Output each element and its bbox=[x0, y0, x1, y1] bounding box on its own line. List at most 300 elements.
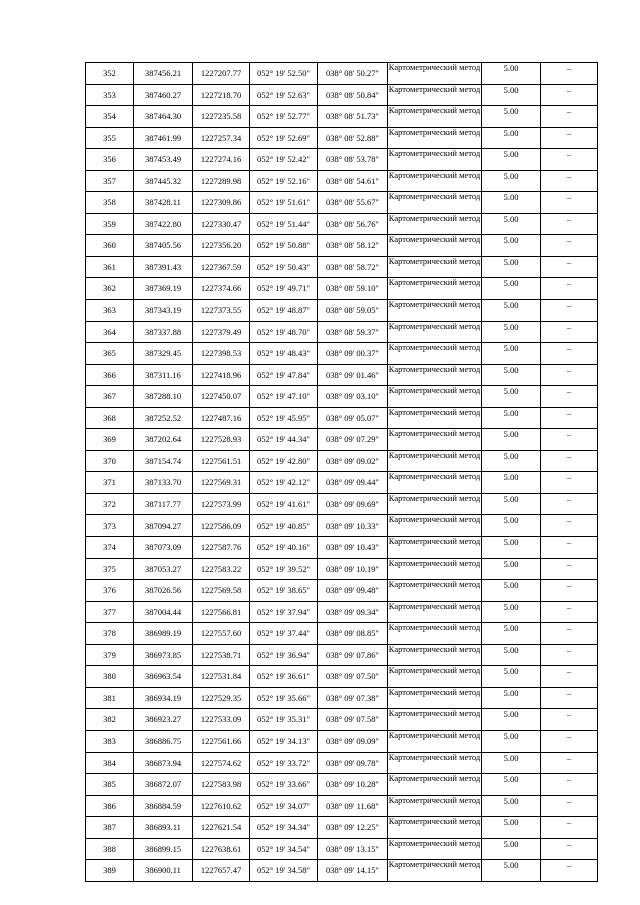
longitude-cell: 038° 09' 07.50" bbox=[318, 666, 388, 688]
table-row bbox=[86, 580, 598, 602]
method-cell: Картометрический метод bbox=[388, 623, 482, 645]
table-row bbox=[86, 493, 598, 515]
point-number-cell: 375 bbox=[86, 558, 134, 580]
longitude-cell: 038° 09' 07.29" bbox=[318, 429, 388, 451]
table-row bbox=[86, 558, 598, 580]
accuracy-cell: 5.00 bbox=[482, 429, 541, 451]
longitude-cell: 038° 08' 58.12" bbox=[318, 235, 388, 257]
x-coordinate-cell: 387329.45 bbox=[134, 343, 193, 365]
x-coordinate-cell: 386900.11 bbox=[134, 860, 193, 882]
note-cell: – bbox=[541, 321, 598, 343]
x-coordinate-cell: 386872.07 bbox=[134, 774, 193, 796]
point-number-cell: 381 bbox=[86, 687, 134, 709]
note-cell: – bbox=[541, 687, 598, 709]
note-cell: – bbox=[541, 644, 598, 666]
accuracy-cell: 5.00 bbox=[482, 537, 541, 559]
point-number-cell: 384 bbox=[86, 752, 134, 774]
accuracy-cell: 5.00 bbox=[482, 817, 541, 839]
x-coordinate-cell: 387311.16 bbox=[134, 364, 193, 386]
method-cell: Картометрический метод bbox=[388, 472, 482, 494]
longitude-cell: 038° 09' 01.46" bbox=[318, 364, 388, 386]
y-coordinate-cell: 1227218.70 bbox=[193, 84, 250, 106]
method-cell: Картометрический метод bbox=[388, 192, 482, 214]
accuracy-cell: 5.00 bbox=[482, 256, 541, 278]
accuracy-cell: 5.00 bbox=[482, 687, 541, 709]
y-coordinate-cell: 1227398.53 bbox=[193, 343, 250, 365]
longitude-cell: 038° 09' 09.34" bbox=[318, 601, 388, 623]
note-cell: – bbox=[541, 450, 598, 472]
note-cell: – bbox=[541, 386, 598, 408]
longitude-cell: 038° 08' 50.84" bbox=[318, 84, 388, 106]
x-coordinate-cell: 386893.11 bbox=[134, 817, 193, 839]
note-cell: – bbox=[541, 63, 598, 85]
point-number-cell: 356 bbox=[86, 149, 134, 171]
x-coordinate-cell: 386873.94 bbox=[134, 752, 193, 774]
accuracy-cell: 5.00 bbox=[482, 192, 541, 214]
method-cell: Картометрический метод bbox=[388, 515, 482, 537]
accuracy-cell: 5.00 bbox=[482, 774, 541, 796]
method-cell: Картометрический метод bbox=[388, 213, 482, 235]
note-cell: – bbox=[541, 493, 598, 515]
accuracy-cell: 5.00 bbox=[482, 343, 541, 365]
point-number-cell: 373 bbox=[86, 515, 134, 537]
table-row bbox=[86, 601, 598, 623]
note-cell: – bbox=[541, 580, 598, 602]
y-coordinate-cell: 1227573.99 bbox=[193, 493, 250, 515]
latitude-cell: 052° 19' 45.95" bbox=[250, 407, 318, 429]
table-row bbox=[86, 278, 598, 300]
method-cell: Картометрический метод bbox=[388, 558, 482, 580]
note-cell: – bbox=[541, 752, 598, 774]
latitude-cell: 052° 19' 35.66" bbox=[250, 687, 318, 709]
y-coordinate-cell: 1227574.62 bbox=[193, 752, 250, 774]
method-cell: Картометрический метод bbox=[388, 235, 482, 257]
method-cell: Картометрический метод bbox=[388, 149, 482, 171]
table-row bbox=[86, 666, 598, 688]
table-row bbox=[86, 300, 598, 322]
accuracy-cell: 5.00 bbox=[482, 472, 541, 494]
x-coordinate-cell: 387460.27 bbox=[134, 84, 193, 106]
longitude-cell: 038° 08' 54.61" bbox=[318, 170, 388, 192]
note-cell: – bbox=[541, 558, 598, 580]
x-coordinate-cell: 387461.99 bbox=[134, 127, 193, 149]
table-row bbox=[86, 213, 598, 235]
point-number-cell: 389 bbox=[86, 860, 134, 882]
table-row bbox=[86, 343, 598, 365]
point-number-cell: 362 bbox=[86, 278, 134, 300]
y-coordinate-cell: 1227569.58 bbox=[193, 580, 250, 602]
longitude-cell: 038° 08' 53.78" bbox=[318, 149, 388, 171]
longitude-cell: 038° 09' 10.33" bbox=[318, 515, 388, 537]
accuracy-cell: 5.00 bbox=[482, 235, 541, 257]
y-coordinate-cell: 1227418.96 bbox=[193, 364, 250, 386]
method-cell: Картометрический метод bbox=[388, 493, 482, 515]
x-coordinate-cell: 387369.19 bbox=[134, 278, 193, 300]
point-number-cell: 374 bbox=[86, 537, 134, 559]
y-coordinate-cell: 1227309.86 bbox=[193, 192, 250, 214]
x-coordinate-cell: 387391.43 bbox=[134, 256, 193, 278]
latitude-cell: 052° 19' 33.66" bbox=[250, 774, 318, 796]
coordinates-table bbox=[85, 62, 598, 882]
table-row bbox=[86, 84, 598, 106]
accuracy-cell: 5.00 bbox=[482, 860, 541, 882]
longitude-cell: 038° 09' 09.02" bbox=[318, 450, 388, 472]
point-number-cell: 371 bbox=[86, 472, 134, 494]
table-row bbox=[86, 170, 598, 192]
longitude-cell: 038° 09' 13.15" bbox=[318, 838, 388, 860]
note-cell: – bbox=[541, 838, 598, 860]
x-coordinate-cell: 387453.49 bbox=[134, 149, 193, 171]
x-coordinate-cell: 387252.52 bbox=[134, 407, 193, 429]
table-row bbox=[86, 515, 598, 537]
longitude-cell: 038° 09' 10.28" bbox=[318, 774, 388, 796]
longitude-cell: 038° 08' 56.76" bbox=[318, 213, 388, 235]
y-coordinate-cell: 1227583.98 bbox=[193, 774, 250, 796]
note-cell: – bbox=[541, 84, 598, 106]
accuracy-cell: 5.00 bbox=[482, 170, 541, 192]
latitude-cell: 052° 19' 49.71" bbox=[250, 278, 318, 300]
table-row bbox=[86, 321, 598, 343]
x-coordinate-cell: 387337.88 bbox=[134, 321, 193, 343]
x-coordinate-cell: 387026.56 bbox=[134, 580, 193, 602]
method-cell: Картометрический метод bbox=[388, 838, 482, 860]
note-cell: – bbox=[541, 343, 598, 365]
point-number-cell: 376 bbox=[86, 580, 134, 602]
method-cell: Картометрический метод bbox=[388, 278, 482, 300]
method-cell: Картометрический метод bbox=[388, 774, 482, 796]
point-number-cell: 382 bbox=[86, 709, 134, 731]
method-cell: Картометрический метод bbox=[388, 601, 482, 623]
y-coordinate-cell: 1227274.16 bbox=[193, 149, 250, 171]
accuracy-cell: 5.00 bbox=[482, 321, 541, 343]
x-coordinate-cell: 387428.11 bbox=[134, 192, 193, 214]
table-row bbox=[86, 709, 598, 731]
latitude-cell: 052° 19' 50.43" bbox=[250, 256, 318, 278]
y-coordinate-cell: 1227621.54 bbox=[193, 817, 250, 839]
method-cell: Картометрический метод bbox=[388, 752, 482, 774]
table-row bbox=[86, 817, 598, 839]
y-coordinate-cell: 1227583.22 bbox=[193, 558, 250, 580]
accuracy-cell: 5.00 bbox=[482, 386, 541, 408]
longitude-cell: 038° 09' 03.10" bbox=[318, 386, 388, 408]
note-cell: – bbox=[541, 537, 598, 559]
y-coordinate-cell: 1227557.60 bbox=[193, 623, 250, 645]
table-row bbox=[86, 235, 598, 257]
accuracy-cell: 5.00 bbox=[482, 558, 541, 580]
table-row bbox=[86, 149, 598, 171]
y-coordinate-cell: 1227257.34 bbox=[193, 127, 250, 149]
method-cell: Картометрический метод bbox=[388, 537, 482, 559]
note-cell: – bbox=[541, 817, 598, 839]
method-cell: Картометрический метод bbox=[388, 364, 482, 386]
y-coordinate-cell: 1227587.76 bbox=[193, 537, 250, 559]
y-coordinate-cell: 1227207.77 bbox=[193, 63, 250, 85]
y-coordinate-cell: 1227569.31 bbox=[193, 472, 250, 494]
y-coordinate-cell: 1227610.62 bbox=[193, 795, 250, 817]
y-coordinate-cell: 1227657.47 bbox=[193, 860, 250, 882]
point-number-cell: 363 bbox=[86, 300, 134, 322]
latitude-cell: 052° 19' 41.61" bbox=[250, 493, 318, 515]
note-cell: – bbox=[541, 623, 598, 645]
table-row bbox=[86, 450, 598, 472]
accuracy-cell: 5.00 bbox=[482, 106, 541, 128]
table-row bbox=[86, 774, 598, 796]
y-coordinate-cell: 1227528.93 bbox=[193, 429, 250, 451]
table-row bbox=[86, 364, 598, 386]
note-cell: – bbox=[541, 860, 598, 882]
point-number-cell: 364 bbox=[86, 321, 134, 343]
x-coordinate-cell: 387288.10 bbox=[134, 386, 193, 408]
x-coordinate-cell: 387117.77 bbox=[134, 493, 193, 515]
point-number-cell: 355 bbox=[86, 127, 134, 149]
x-coordinate-cell: 387445.32 bbox=[134, 170, 193, 192]
note-cell: – bbox=[541, 149, 598, 171]
longitude-cell: 038° 08' 59.05" bbox=[318, 300, 388, 322]
accuracy-cell: 5.00 bbox=[482, 127, 541, 149]
longitude-cell: 038° 09' 09.69" bbox=[318, 493, 388, 515]
note-cell: – bbox=[541, 256, 598, 278]
x-coordinate-cell: 387464.30 bbox=[134, 106, 193, 128]
method-cell: Картометрический метод bbox=[388, 127, 482, 149]
table-row bbox=[86, 795, 598, 817]
note-cell: – bbox=[541, 429, 598, 451]
accuracy-cell: 5.00 bbox=[482, 623, 541, 645]
method-cell: Картометрический метод bbox=[388, 709, 482, 731]
point-number-cell: 358 bbox=[86, 192, 134, 214]
point-number-cell: 379 bbox=[86, 644, 134, 666]
x-coordinate-cell: 387154.74 bbox=[134, 450, 193, 472]
x-coordinate-cell: 387094.27 bbox=[134, 515, 193, 537]
latitude-cell: 052° 19' 48.87" bbox=[250, 300, 318, 322]
note-cell: – bbox=[541, 601, 598, 623]
point-number-cell: 372 bbox=[86, 493, 134, 515]
y-coordinate-cell: 1227531.84 bbox=[193, 666, 250, 688]
accuracy-cell: 5.00 bbox=[482, 450, 541, 472]
y-coordinate-cell: 1227638.61 bbox=[193, 838, 250, 860]
point-number-cell: 353 bbox=[86, 84, 134, 106]
table-row bbox=[86, 386, 598, 408]
longitude-cell: 038° 09' 12.25" bbox=[318, 817, 388, 839]
point-number-cell: 359 bbox=[86, 213, 134, 235]
y-coordinate-cell: 1227379.49 bbox=[193, 321, 250, 343]
accuracy-cell: 5.00 bbox=[482, 213, 541, 235]
longitude-cell: 038° 09' 00.37" bbox=[318, 343, 388, 365]
accuracy-cell: 5.00 bbox=[482, 644, 541, 666]
latitude-cell: 052° 19' 52.50" bbox=[250, 63, 318, 85]
method-cell: Картометрический метод bbox=[388, 450, 482, 472]
note-cell: – bbox=[541, 515, 598, 537]
latitude-cell: 052° 19' 48.70" bbox=[250, 321, 318, 343]
method-cell: Картометрический метод bbox=[388, 860, 482, 882]
point-number-cell: 352 bbox=[86, 63, 134, 85]
method-cell: Картометрический метод bbox=[388, 795, 482, 817]
y-coordinate-cell: 1227289.98 bbox=[193, 170, 250, 192]
point-number-cell: 368 bbox=[86, 407, 134, 429]
note-cell: – bbox=[541, 472, 598, 494]
accuracy-cell: 5.00 bbox=[482, 709, 541, 731]
latitude-cell: 052° 19' 52.77" bbox=[250, 106, 318, 128]
accuracy-cell: 5.00 bbox=[482, 515, 541, 537]
latitude-cell: 052° 19' 52.16" bbox=[250, 170, 318, 192]
latitude-cell: 052° 19' 40.85" bbox=[250, 515, 318, 537]
longitude-cell: 038° 08' 50.27" bbox=[318, 63, 388, 85]
note-cell: – bbox=[541, 730, 598, 752]
longitude-cell: 038° 09' 14.15" bbox=[318, 860, 388, 882]
longitude-cell: 038° 09' 09.09" bbox=[318, 730, 388, 752]
longitude-cell: 038° 09' 10.19" bbox=[318, 558, 388, 580]
table-row bbox=[86, 730, 598, 752]
latitude-cell: 052° 19' 52.63" bbox=[250, 84, 318, 106]
latitude-cell: 052° 19' 52.69" bbox=[250, 127, 318, 149]
table-row bbox=[86, 429, 598, 451]
note-cell: – bbox=[541, 407, 598, 429]
table-row bbox=[86, 63, 598, 85]
note-cell: – bbox=[541, 774, 598, 796]
y-coordinate-cell: 1227561.66 bbox=[193, 730, 250, 752]
x-coordinate-cell: 386989.19 bbox=[134, 623, 193, 645]
latitude-cell: 052° 19' 34.07" bbox=[250, 795, 318, 817]
x-coordinate-cell: 387456.21 bbox=[134, 63, 193, 85]
latitude-cell: 052° 19' 44.34" bbox=[250, 429, 318, 451]
x-coordinate-cell: 387422.80 bbox=[134, 213, 193, 235]
longitude-cell: 038° 08' 58.72" bbox=[318, 256, 388, 278]
note-cell: – bbox=[541, 192, 598, 214]
table-row bbox=[86, 192, 598, 214]
longitude-cell: 038° 09' 08.85" bbox=[318, 623, 388, 645]
method-cell: Картометрический метод bbox=[388, 580, 482, 602]
table-row bbox=[86, 838, 598, 860]
note-cell: – bbox=[541, 666, 598, 688]
y-coordinate-cell: 1227356.20 bbox=[193, 235, 250, 257]
accuracy-cell: 5.00 bbox=[482, 666, 541, 688]
note-cell: – bbox=[541, 235, 598, 257]
table-row bbox=[86, 860, 598, 882]
longitude-cell: 038° 09' 05.07" bbox=[318, 407, 388, 429]
point-number-cell: 388 bbox=[86, 838, 134, 860]
table-row bbox=[86, 127, 598, 149]
method-cell: Картометрический метод bbox=[388, 386, 482, 408]
x-coordinate-cell: 386884.59 bbox=[134, 795, 193, 817]
latitude-cell: 052° 19' 47.10" bbox=[250, 386, 318, 408]
point-number-cell: 377 bbox=[86, 601, 134, 623]
latitude-cell: 052° 19' 38.65" bbox=[250, 580, 318, 602]
latitude-cell: 052° 19' 36.61" bbox=[250, 666, 318, 688]
accuracy-cell: 5.00 bbox=[482, 795, 541, 817]
method-cell: Картометрический метод bbox=[388, 300, 482, 322]
longitude-cell: 038° 08' 55.67" bbox=[318, 192, 388, 214]
accuracy-cell: 5.00 bbox=[482, 580, 541, 602]
x-coordinate-cell: 386973.85 bbox=[134, 644, 193, 666]
point-number-cell: 378 bbox=[86, 623, 134, 645]
latitude-cell: 052° 19' 34.58" bbox=[250, 860, 318, 882]
table-row bbox=[86, 644, 598, 666]
longitude-cell: 038° 09' 09.78" bbox=[318, 752, 388, 774]
latitude-cell: 052° 19' 37.94" bbox=[250, 601, 318, 623]
latitude-cell: 052° 19' 34.34" bbox=[250, 817, 318, 839]
accuracy-cell: 5.00 bbox=[482, 149, 541, 171]
table-row bbox=[86, 256, 598, 278]
point-number-cell: 365 bbox=[86, 343, 134, 365]
point-number-cell: 357 bbox=[86, 170, 134, 192]
x-coordinate-cell: 387133.70 bbox=[134, 472, 193, 494]
latitude-cell: 052° 19' 36.94" bbox=[250, 644, 318, 666]
longitude-cell: 038° 08' 52.88" bbox=[318, 127, 388, 149]
longitude-cell: 038° 09' 07.38" bbox=[318, 687, 388, 709]
point-number-cell: 383 bbox=[86, 730, 134, 752]
longitude-cell: 038° 08' 59.37" bbox=[318, 321, 388, 343]
latitude-cell: 052° 19' 48.43" bbox=[250, 343, 318, 365]
accuracy-cell: 5.00 bbox=[482, 278, 541, 300]
table-row bbox=[86, 472, 598, 494]
y-coordinate-cell: 1227566.81 bbox=[193, 601, 250, 623]
longitude-cell: 038° 09' 09.48" bbox=[318, 580, 388, 602]
point-number-cell: 370 bbox=[86, 450, 134, 472]
longitude-cell: 038° 08' 51.73" bbox=[318, 106, 388, 128]
x-coordinate-cell: 386886.75 bbox=[134, 730, 193, 752]
accuracy-cell: 5.00 bbox=[482, 493, 541, 515]
longitude-cell: 038° 09' 11.68" bbox=[318, 795, 388, 817]
note-cell: – bbox=[541, 300, 598, 322]
y-coordinate-cell: 1227538.71 bbox=[193, 644, 250, 666]
accuracy-cell: 5.00 bbox=[482, 300, 541, 322]
latitude-cell: 052° 19' 42.12" bbox=[250, 472, 318, 494]
x-coordinate-cell: 386963.54 bbox=[134, 666, 193, 688]
y-coordinate-cell: 1227533.09 bbox=[193, 709, 250, 731]
latitude-cell: 052° 19' 39.52" bbox=[250, 558, 318, 580]
latitude-cell: 052° 19' 40.16" bbox=[250, 537, 318, 559]
latitude-cell: 052° 19' 34.13" bbox=[250, 730, 318, 752]
accuracy-cell: 5.00 bbox=[482, 752, 541, 774]
x-coordinate-cell: 387202.64 bbox=[134, 429, 193, 451]
accuracy-cell: 5.00 bbox=[482, 601, 541, 623]
method-cell: Картометрический метод bbox=[388, 343, 482, 365]
latitude-cell: 052° 19' 52.42" bbox=[250, 149, 318, 171]
y-coordinate-cell: 1227529.35 bbox=[193, 687, 250, 709]
point-number-cell: 360 bbox=[86, 235, 134, 257]
x-coordinate-cell: 387053.27 bbox=[134, 558, 193, 580]
method-cell: Картометрический метод bbox=[388, 687, 482, 709]
method-cell: Картометрический метод bbox=[388, 730, 482, 752]
x-coordinate-cell: 387004.44 bbox=[134, 601, 193, 623]
y-coordinate-cell: 1227450.07 bbox=[193, 386, 250, 408]
accuracy-cell: 5.00 bbox=[482, 63, 541, 85]
x-coordinate-cell: 386923.27 bbox=[134, 709, 193, 731]
point-number-cell: 354 bbox=[86, 106, 134, 128]
y-coordinate-cell: 1227330.47 bbox=[193, 213, 250, 235]
latitude-cell: 052° 19' 35.31" bbox=[250, 709, 318, 731]
note-cell: – bbox=[541, 709, 598, 731]
point-number-cell: 369 bbox=[86, 429, 134, 451]
note-cell: – bbox=[541, 364, 598, 386]
table-row bbox=[86, 623, 598, 645]
latitude-cell: 052° 19' 42.80" bbox=[250, 450, 318, 472]
latitude-cell: 052° 19' 33.72" bbox=[250, 752, 318, 774]
table-row bbox=[86, 752, 598, 774]
point-number-cell: 385 bbox=[86, 774, 134, 796]
longitude-cell: 038° 09' 10.43" bbox=[318, 537, 388, 559]
note-cell: – bbox=[541, 106, 598, 128]
method-cell: Картометрический метод bbox=[388, 644, 482, 666]
y-coordinate-cell: 1227561.51 bbox=[193, 450, 250, 472]
accuracy-cell: 5.00 bbox=[482, 84, 541, 106]
y-coordinate-cell: 1227373.55 bbox=[193, 300, 250, 322]
y-coordinate-cell: 1227487.16 bbox=[193, 407, 250, 429]
accuracy-cell: 5.00 bbox=[482, 838, 541, 860]
latitude-cell: 052° 19' 47.84" bbox=[250, 364, 318, 386]
method-cell: Картометрический метод bbox=[388, 666, 482, 688]
accuracy-cell: 5.00 bbox=[482, 730, 541, 752]
method-cell: Картометрический метод bbox=[388, 321, 482, 343]
